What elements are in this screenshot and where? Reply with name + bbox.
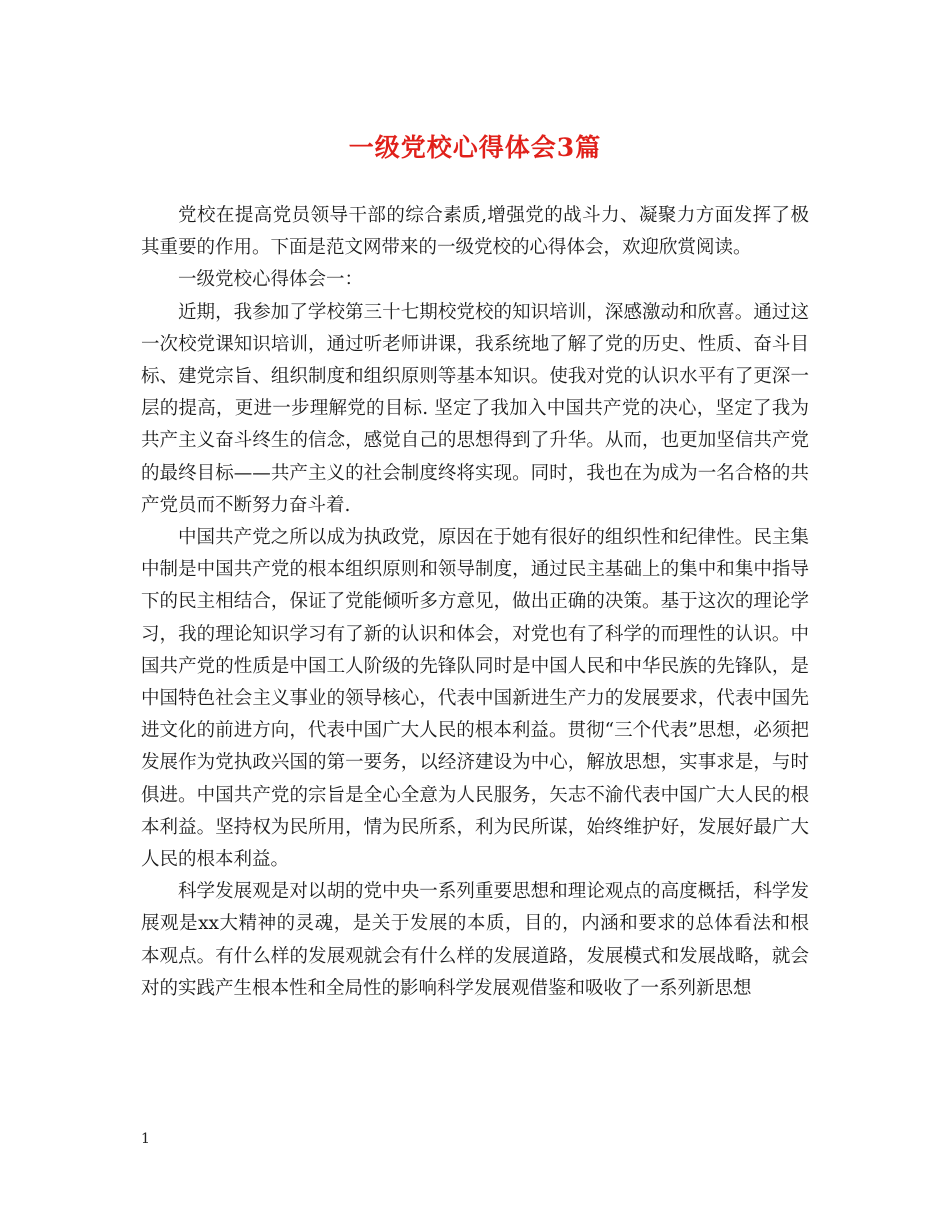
paragraph-scientific-development: 科学发展观是对以胡的党中央一系列重要思想和理论观点的高度概括，科学发展观是xx大精神的灵魂，是关于发展的本质，目的，内涵和要求的总体看法和根本观点。有什么样的发展观就会有什么样的发展道路，发展模式和发展战略，就会对的实践产生根本性和全局性的影响科学发展观借鉴和吸收了一系列新思想: [141, 881, 809, 999]
paragraph-training: 近期，我参加了学校第三十七期校党校的知识培训，深感激动和欣喜。通过这一次校党课知识培训，通过听老师讲课，我系统地了解了党的历史、性质、奋斗目标、建党宗旨、组织制度和组织原则等基本知识。使我对党的认识水平有了更深一层的提高，更进一步理解党的目标. 坚定了我加入中国共产党的决心，坚定了我为共产主义奋斗终生的信念，感觉自己的思想得到了升华。从而，也更加坚信共产党的最终目标——共产主义的社会制度终将实现。同时，我也在为成为一名合格的共产党员而不断努力奋斗着.: [141, 301, 809, 516]
paragraph-section-heading: 一级党校心得体会一：: [178, 269, 364, 291]
paragraph-party-organization: 中国共产党之所以成为执政党，原因在于她有很好的组织性和纪律性。民主集中制是中国共产党的根本组织原则和领导制度，通过民主基础上的集中和集中指导下的民主相结合，保证了党能倾听多方意见，做出正确的决策。基于这次的理论学习，我的理论知识学习有了新的认识和体会，对党也有了科学的而理性的认识。中国共产党的性质是中国工人阶级的先锋队同时是中国人民和中华民族的先锋队，是中国特色社会主义事业的领导核心，代表中国新进生产力的发展要求，代表中国先进文化的前进方向，代表中国广大人民的根本利益。贯彻“三个代表”思想，必须把发展作为党执政兴国的第一要务，以经济建设为中心，解放思想，实事求是，与时俱进。中国共产党的宗旨是全心全意为人民服务，矢志不渝代表中国广大人民的根本利益。坚持权为民所用，情为民所系，利为民所谋，始终维护好，发展好最广大人民的根本利益。: [141, 527, 809, 871]
page-number: 1: [141, 1131, 150, 1147]
document-body: [141, 200, 809, 1005]
document-title: 一级党校心得体会3篇: [348, 133, 602, 162]
paragraph-intro: 党校在提高党员领导干部的综合素质,增强党的战斗力、凝聚力方面发挥了极其重要的作用。下面是范文网带来的一级党校的心得体会，欢迎欣赏阅读。: [141, 205, 809, 259]
